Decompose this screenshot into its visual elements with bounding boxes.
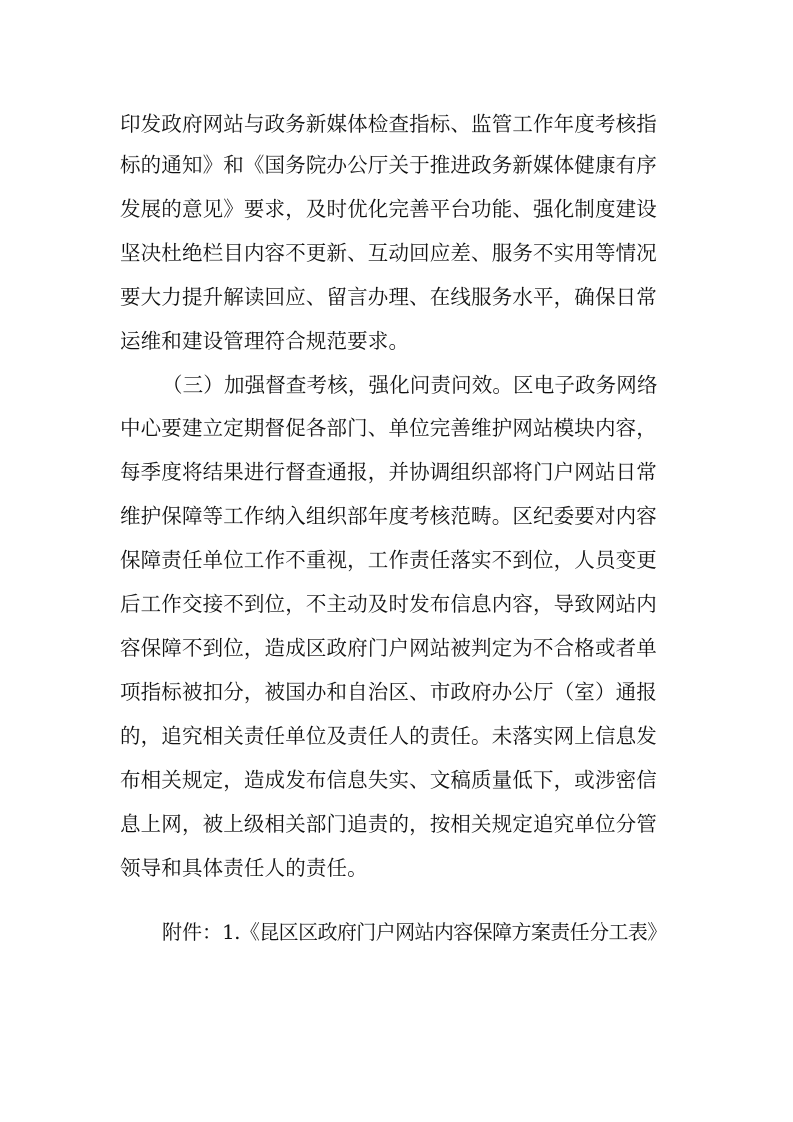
paragraph-2-line-5: 保障责任单位工作不重视，工作责任落实不到位，人员变更 — [120, 548, 657, 572]
paragraph-2-line-6: 后工作交接不到位，不主动及时发布信息内容，导致网站内 — [120, 592, 657, 616]
paragraph-2-line-3: 每季度将结果进行督查通报，并协调组织部将门户网站日常 — [120, 460, 657, 484]
paragraph-2-line-9: 的，追究相关责任单位及责任人的责任。未落实网上信息发 — [120, 724, 657, 748]
paragraph-1-line-4: 坚决杜绝栏目内容不更新、互动回应差、服务不实用等情况 — [120, 241, 657, 265]
attachment-label: 附件： — [162, 920, 222, 944]
paragraph-1-line-5: 要大力提升解读回应、留言办理、在线服务水平，确保日常 — [120, 285, 657, 309]
attachment-line — [162, 912, 667, 952]
paragraph-2-line-12: 领导和具体责任人的责任。 — [120, 856, 368, 880]
paragraph-2-line-10: 布相关规定，造成发布信息失实、文稿质量低下，或涉密信 — [120, 768, 657, 792]
paragraph-2-line-2: 中心要建立定期督促各部门、单位完善维护网站模块内容， — [120, 416, 657, 440]
paragraph-2-line-4: 维护保障等工作纳入组织部年度考核范畴。区纪委要对内容 — [120, 504, 657, 528]
paragraph-2-line-1: （三）加强督查考核，强化问责问效。区电子政务网络 — [162, 373, 658, 397]
paragraph-2-line-7: 容保障不到位，造成区政府门户网站被判定为不合格或者单 — [120, 636, 657, 660]
paragraph-1-line-1: 印发政府网站与政务新媒体检查指标、监管工作年度考核指 — [120, 112, 657, 136]
attachment-title: 1.《昆区区政府门户网站内容保障方案责任分工表》 — [222, 920, 667, 944]
paragraph-1-line-3: 发展的意见》要求，及时优化完善平台功能、强化制度建设 — [120, 197, 657, 221]
paragraph-1-line-2: 标的通知》和《国务院办公厅关于推进政务新媒体健康有序 — [120, 153, 657, 177]
paragraph-2-line-8: 项指标被扣分，被国办和自治区、市政府办公厅（室）通报 — [120, 680, 657, 704]
paragraph-1-line-6: 运维和建设管理符合规范要求。 — [120, 329, 410, 353]
paragraph-2-line-11: 息上网，被上级相关部门追责的，按相关规定追究单位分管 — [120, 812, 657, 836]
